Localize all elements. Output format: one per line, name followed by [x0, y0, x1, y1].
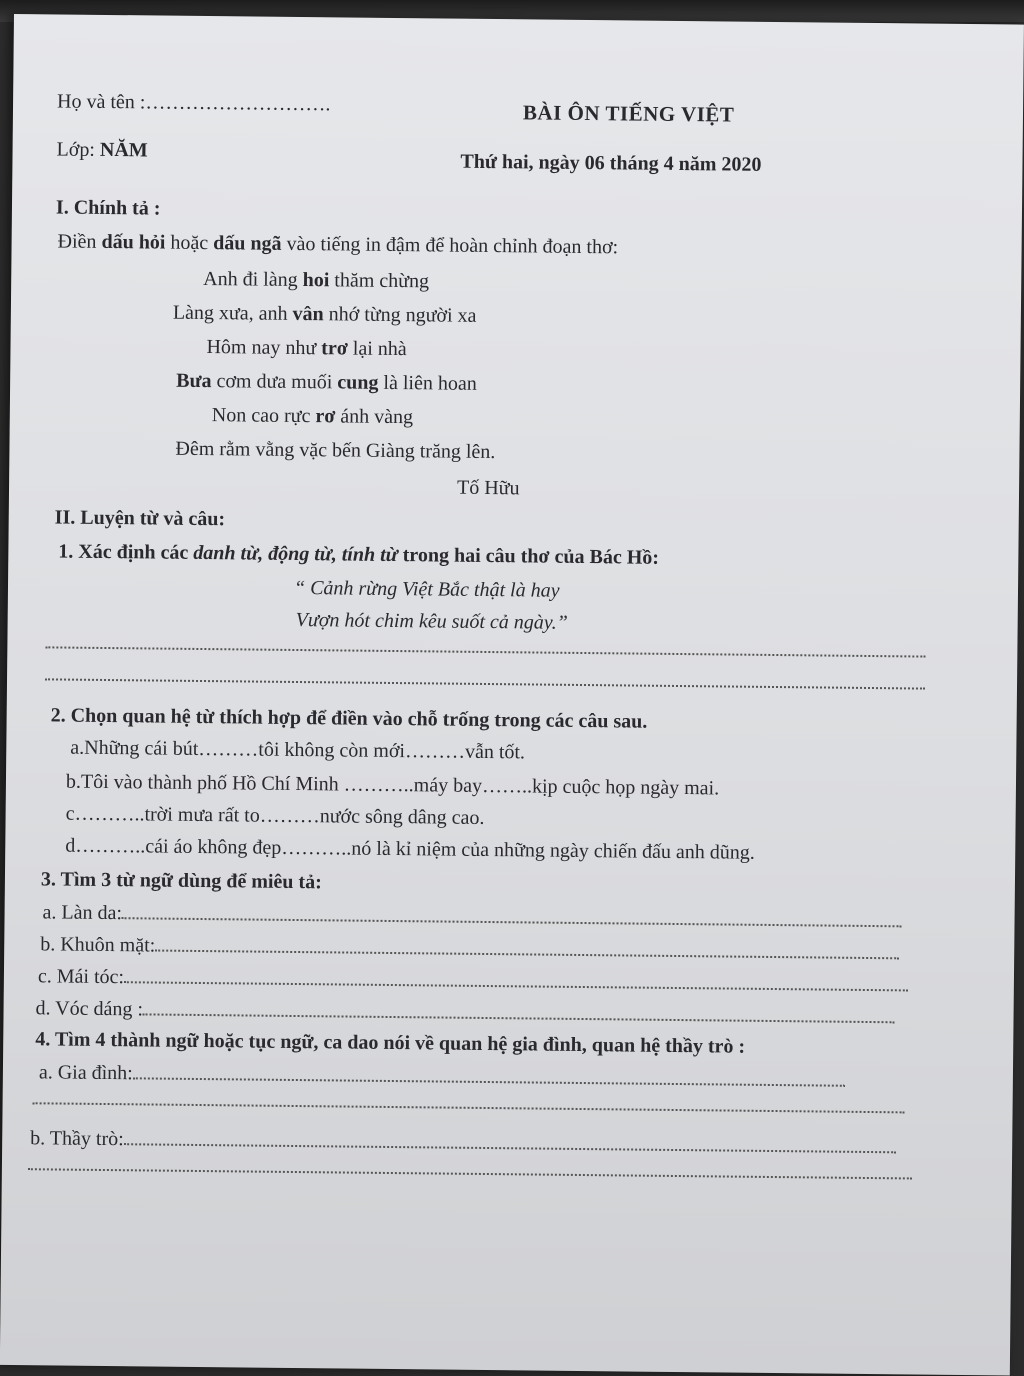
answer-line[interactable] — [124, 963, 908, 991]
q2-item: c………..trời mưa rất to………nước sông dâng cao. — [65, 802, 485, 829]
poem-bold-word: trơ — [321, 337, 348, 360]
q4-item-label: a. Gia đình: — [38, 1061, 133, 1085]
q3-item-label: a. Làn da: — [42, 901, 123, 925]
quoted-verse-2: Vượn hót chim kêu suốt cả ngày.” — [295, 608, 568, 634]
poem-text: Làng xưa, anh — [172, 301, 293, 325]
q2-item: d………..cái áo không đẹp………..nó là kỉ niệm của những ngày chiến đấu anh dũng. — [65, 834, 755, 864]
q3-item — [40, 930, 899, 966]
instruction-text-2: hoặc — [165, 231, 214, 255]
poem-bold-word: vân — [292, 302, 324, 326]
question-3-heading: 3. Tìm 3 từ ngữ dùng để miêu tả: — [40, 868, 322, 894]
name-label: Họ và tên : — [56, 90, 146, 114]
poem-line — [203, 266, 429, 294]
question-1 — [58, 538, 659, 570]
question-4-heading: 4. Tìm 4 thành ngữ hoặc tục ngữ, ca dao nói về quan hệ gia đình, quan hệ thầy trò : — [35, 1028, 746, 1058]
poem-line — [175, 436, 495, 465]
name-field — [57, 88, 331, 117]
section1-instruction — [57, 228, 618, 260]
poem-line — [173, 300, 477, 329]
worksheet-page — [0, 14, 1024, 1376]
q3-item — [35, 994, 895, 1030]
worksheet-date: Thứ hai, ngày 06 tháng 4 năm 2020 — [460, 150, 762, 176]
quoted-verse-1: “ Cảnh rừng Việt Bắc thật là hay — [293, 576, 560, 602]
answer-line[interactable] — [45, 678, 925, 689]
poem-bold-word: Bưa — [176, 369, 212, 393]
class-label: Lớp: — [56, 138, 96, 161]
class-value: NĂM — [99, 138, 148, 162]
poem-bold-word: hoi — [302, 269, 330, 292]
poem-text: Hôm nay như — [206, 336, 322, 360]
poem-text: Non cao rực — [211, 404, 316, 428]
q3-item-label: c. Mái tóc: — [37, 965, 125, 989]
q4-item-label: b. Thầy trò: — [30, 1127, 124, 1151]
section1-heading: I. Chính tả : — [55, 196, 161, 220]
instruction-bold-1: dấu hỏi — [101, 230, 166, 254]
question-2-heading: 2. Chọn quan hệ từ thích hợp để điền vào chỗ trống trong các câu sau. — [50, 704, 648, 733]
answer-line[interactable] — [45, 646, 925, 657]
poem-line — [212, 402, 414, 430]
q4-item — [39, 1058, 845, 1093]
answer-line[interactable] — [124, 1125, 896, 1153]
answer-line[interactable] — [28, 1168, 912, 1179]
q3-item-label: d. Vóc dáng : — [35, 997, 144, 1021]
poem-text: cơm dưa muối — [211, 370, 338, 394]
poem-text: lại nhà — [347, 337, 407, 361]
poem-bold-word: cung — [337, 371, 379, 394]
poem-text: thăm chừng — [329, 269, 430, 293]
poem-line — [206, 334, 406, 362]
poem-author: Tố Hữu — [456, 476, 520, 500]
poem-text: ánh vàng — [335, 405, 414, 429]
instruction-text-3: vào tiếng in đậm để hoàn chỉnh đoạn thơ: — [281, 232, 619, 259]
q3-item — [38, 962, 908, 998]
q3-item-label: b. Khuôn mặt: — [40, 933, 156, 957]
q1-text-1: 1. Xác định các — [58, 540, 194, 564]
name-dots: ………………………. — [145, 91, 331, 116]
answer-line[interactable] — [143, 995, 895, 1023]
answer-line[interactable] — [122, 899, 902, 927]
q1-italic-terms: danh từ, động từ, tính từ — [193, 541, 398, 567]
poem-text: Anh đi làng — [203, 267, 303, 292]
answer-line[interactable] — [33, 1102, 905, 1113]
q4-item — [30, 1124, 896, 1160]
section2-heading: II. Luyện từ và câu: — [54, 506, 226, 531]
instruction-text-1: Điền — [57, 230, 102, 253]
q2-item: b.Tôi vào thành phố Hồ Chí Minh ………..máy bay……..kịp cuộc họp ngày mai. — [65, 770, 720, 800]
q2-item: a.Những cái bút………tôi không còn mới………vẫn tốt. — [70, 736, 526, 764]
instruction-bold-2: dấu ngã — [213, 232, 282, 255]
worksheet-title: BÀI ÔN TIẾNG VIỆT — [522, 100, 735, 127]
class-field — [56, 136, 147, 163]
answer-line[interactable] — [155, 932, 899, 960]
poem-bold-word: rơ — [315, 405, 336, 428]
poem-text: là liên hoan — [378, 371, 477, 395]
poem-text: nhớ từng người xa — [323, 303, 477, 327]
poem-line — [176, 368, 477, 397]
answer-line[interactable] — [133, 1059, 845, 1086]
q3-item — [42, 898, 902, 934]
poem-text: Đêm rằm vằng vặc bến Giàng trăng lên. — [175, 437, 496, 464]
q1-text-2: trong hai câu thơ của Bác Hồ: — [397, 544, 660, 569]
